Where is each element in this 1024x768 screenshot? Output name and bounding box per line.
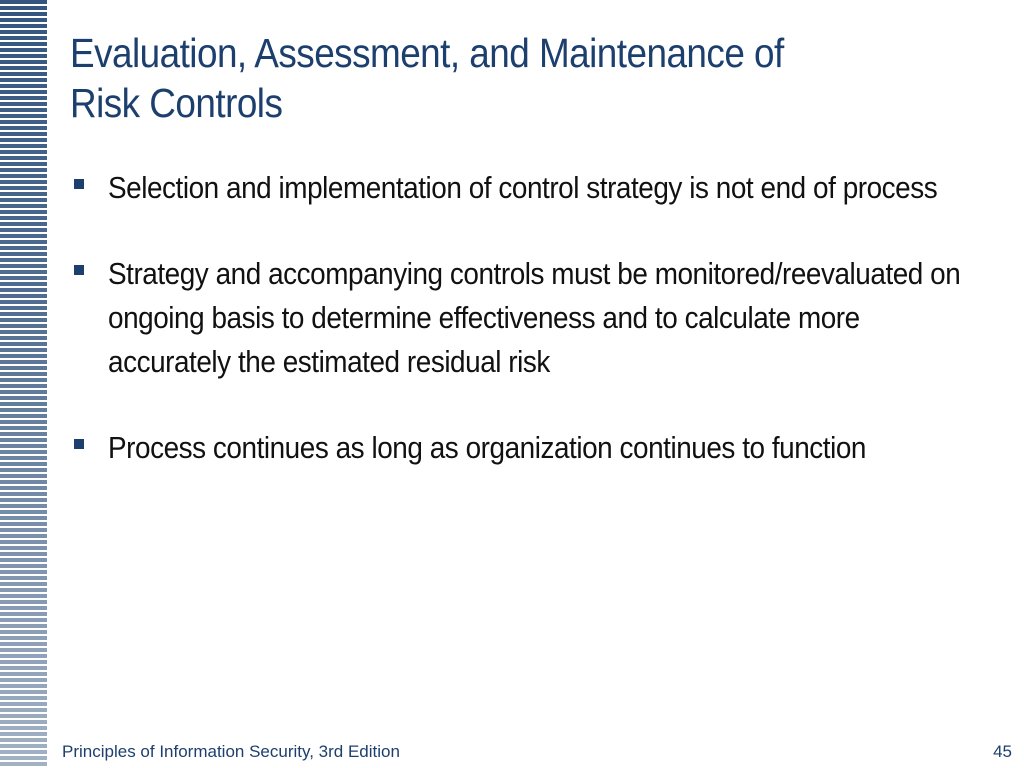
square-bullet-icon <box>74 265 84 275</box>
bullet-text: Process continues as long as organization continues to function <box>108 430 866 465</box>
slide-title <box>70 28 898 128</box>
bullet-text: Selection and implementation of control strategy is not end of process <box>108 170 938 205</box>
bullet-item <box>70 426 970 470</box>
square-bullet-icon <box>74 439 84 449</box>
bullet-text: Strategy and accompanying controls must be monitored/reevaluated on ongoing basis to determine effectiveness and to calculate more accurately the estimated residual risk <box>108 256 961 379</box>
bullet-item <box>70 252 970 384</box>
bullet-list <box>70 166 970 512</box>
decorative-stripe-fade <box>0 0 50 768</box>
footer-source: Principles of Information Security, 3rd Edition <box>62 742 400 761</box>
page-number: 45 <box>993 742 1012 761</box>
square-bullet-icon <box>74 179 84 189</box>
slide-title-line-2: Risk Controls <box>70 80 283 126</box>
slide-title-line-1: Evaluation, Assessment, and Maintenance of <box>70 30 784 76</box>
decorative-stripe-edge <box>47 0 50 768</box>
bullet-item <box>70 166 970 210</box>
